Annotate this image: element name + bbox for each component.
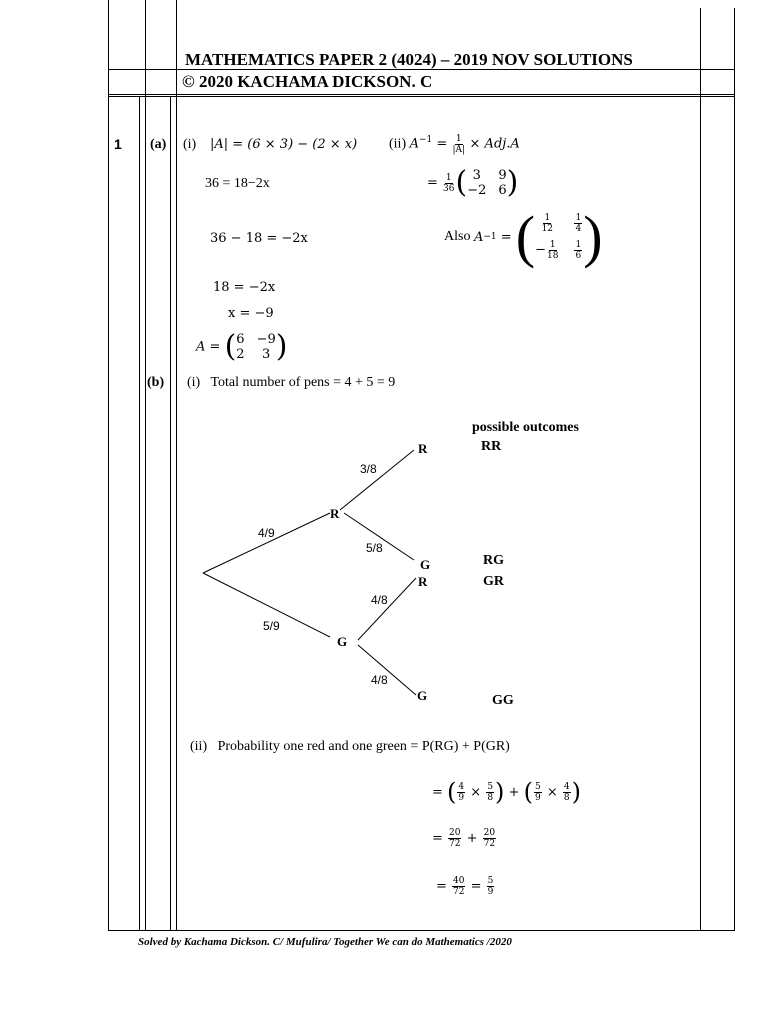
inverse-result: Also A −1 = ( $\frac{1}{12}$ $\frac{1}{4}$ − $\frac{1}{18}$ $\frac{1}{6}$ ): [444, 204, 603, 269]
branch-prob: 5/9: [263, 619, 280, 633]
inverse-symbol: A: [409, 136, 419, 152]
also-label: Also: [444, 229, 471, 244]
inverse-sup: −1: [419, 135, 433, 146]
matrix-cell: −9: [256, 332, 276, 347]
matrix-cell: 9: [498, 168, 507, 183]
tree-node: G: [417, 688, 428, 703]
adjoint-line: = $\frac{1}{36}$ ( 3 9 −2 6 ): [427, 165, 519, 200]
outcomes-title: possible outcomes: [472, 420, 579, 435]
tree-branch: [340, 450, 414, 510]
tree-node: G: [420, 557, 431, 572]
matrix-cell: −2: [467, 183, 487, 198]
determinant-equation: |A| = (6 × 3) − (2 × x): [210, 137, 358, 152]
tree-branch: [358, 578, 416, 640]
outcome-item: RG: [483, 553, 504, 568]
tree-node: R: [330, 506, 340, 521]
calc-line-1: = ( $\frac{4}{9}$ × $\frac{5}{8}$ ) + ( $\frac{5}{9}$ × $\frac{4}{8}$ ): [432, 778, 581, 806]
tree-branch: [358, 645, 416, 695]
matrix-a: A = ( 6 −9 2 3 ): [196, 329, 288, 364]
tree-node: G: [337, 634, 348, 649]
equation-line: 18 = −2x: [213, 280, 276, 295]
tree-node: R: [418, 574, 428, 589]
probability-line: (ii) Probability one red and one green = P(RG) + P(GR): [190, 739, 510, 754]
equation-line: 36 = 18−2x: [205, 176, 270, 191]
total-pens-line: (i) Total number of pens = 4 + 5 = 9: [187, 375, 396, 390]
copyright: © 2020 KACHAMA DICKSON. C: [182, 72, 433, 91]
equation-line: 36 − 18 = −2x: [210, 231, 308, 246]
tree-node: R: [418, 441, 428, 456]
frac-num: 1: [445, 172, 452, 183]
inverse-cell: $\frac{1}{12}$: [541, 213, 554, 234]
equals-sign: =: [432, 136, 452, 152]
matrix-a-lhs: A =: [196, 339, 221, 355]
footer-credit: Solved by Kachama Dickson. C/ Mufulira/ Together We can do Mathematics /2020: [138, 936, 512, 948]
outcome-item: GG: [492, 693, 514, 708]
matrix-cell: 6: [498, 183, 507, 198]
matrix-cell: 3: [472, 168, 481, 183]
question-number: 1: [114, 136, 122, 152]
page-title: MATHEMATICS PAPER 2 (4024) – 2019 NOV SOLUTIONS: [185, 50, 633, 69]
branch-prob: 5/8: [366, 541, 383, 555]
branch-prob: 4/8: [371, 673, 388, 687]
calc-line-3: = $\frac{40}{72}$ = $\frac{5}{9}$: [436, 876, 494, 897]
equation-line: x = −9: [228, 306, 274, 321]
inverse-cell: $\frac{1}{4}$: [575, 213, 582, 234]
matrix-cell: 6: [236, 332, 245, 347]
branch-prob: 4/9: [258, 526, 275, 540]
tree-branch: [203, 513, 330, 573]
matrix-cell: 2: [236, 347, 245, 362]
part-a-ii-label: (ii): [389, 136, 407, 152]
inverse-cell: − $\frac{1}{18}$: [535, 240, 559, 261]
frac-num: 1: [455, 134, 462, 144]
inverse-cell: $\frac{1}{6}$: [575, 240, 582, 261]
matrix-cell: 3: [262, 347, 271, 362]
outcome-item: RR: [481, 439, 502, 454]
branch-prob: 4/8: [371, 593, 388, 607]
outcome-item: GR: [483, 574, 504, 589]
frac-den: 36: [443, 183, 455, 194]
frac-den: |A|: [452, 145, 466, 155]
part-b-label: (b): [147, 375, 165, 390]
part-a-label: (a): [150, 137, 167, 152]
branch-prob: 3/8: [360, 462, 377, 476]
calc-line-2: = $\frac{20}{72}$ + $\frac{20}{72}$: [432, 828, 496, 849]
adjoint-expression: × Adj.A: [469, 136, 520, 152]
part-a-i-label: (i): [183, 137, 197, 152]
